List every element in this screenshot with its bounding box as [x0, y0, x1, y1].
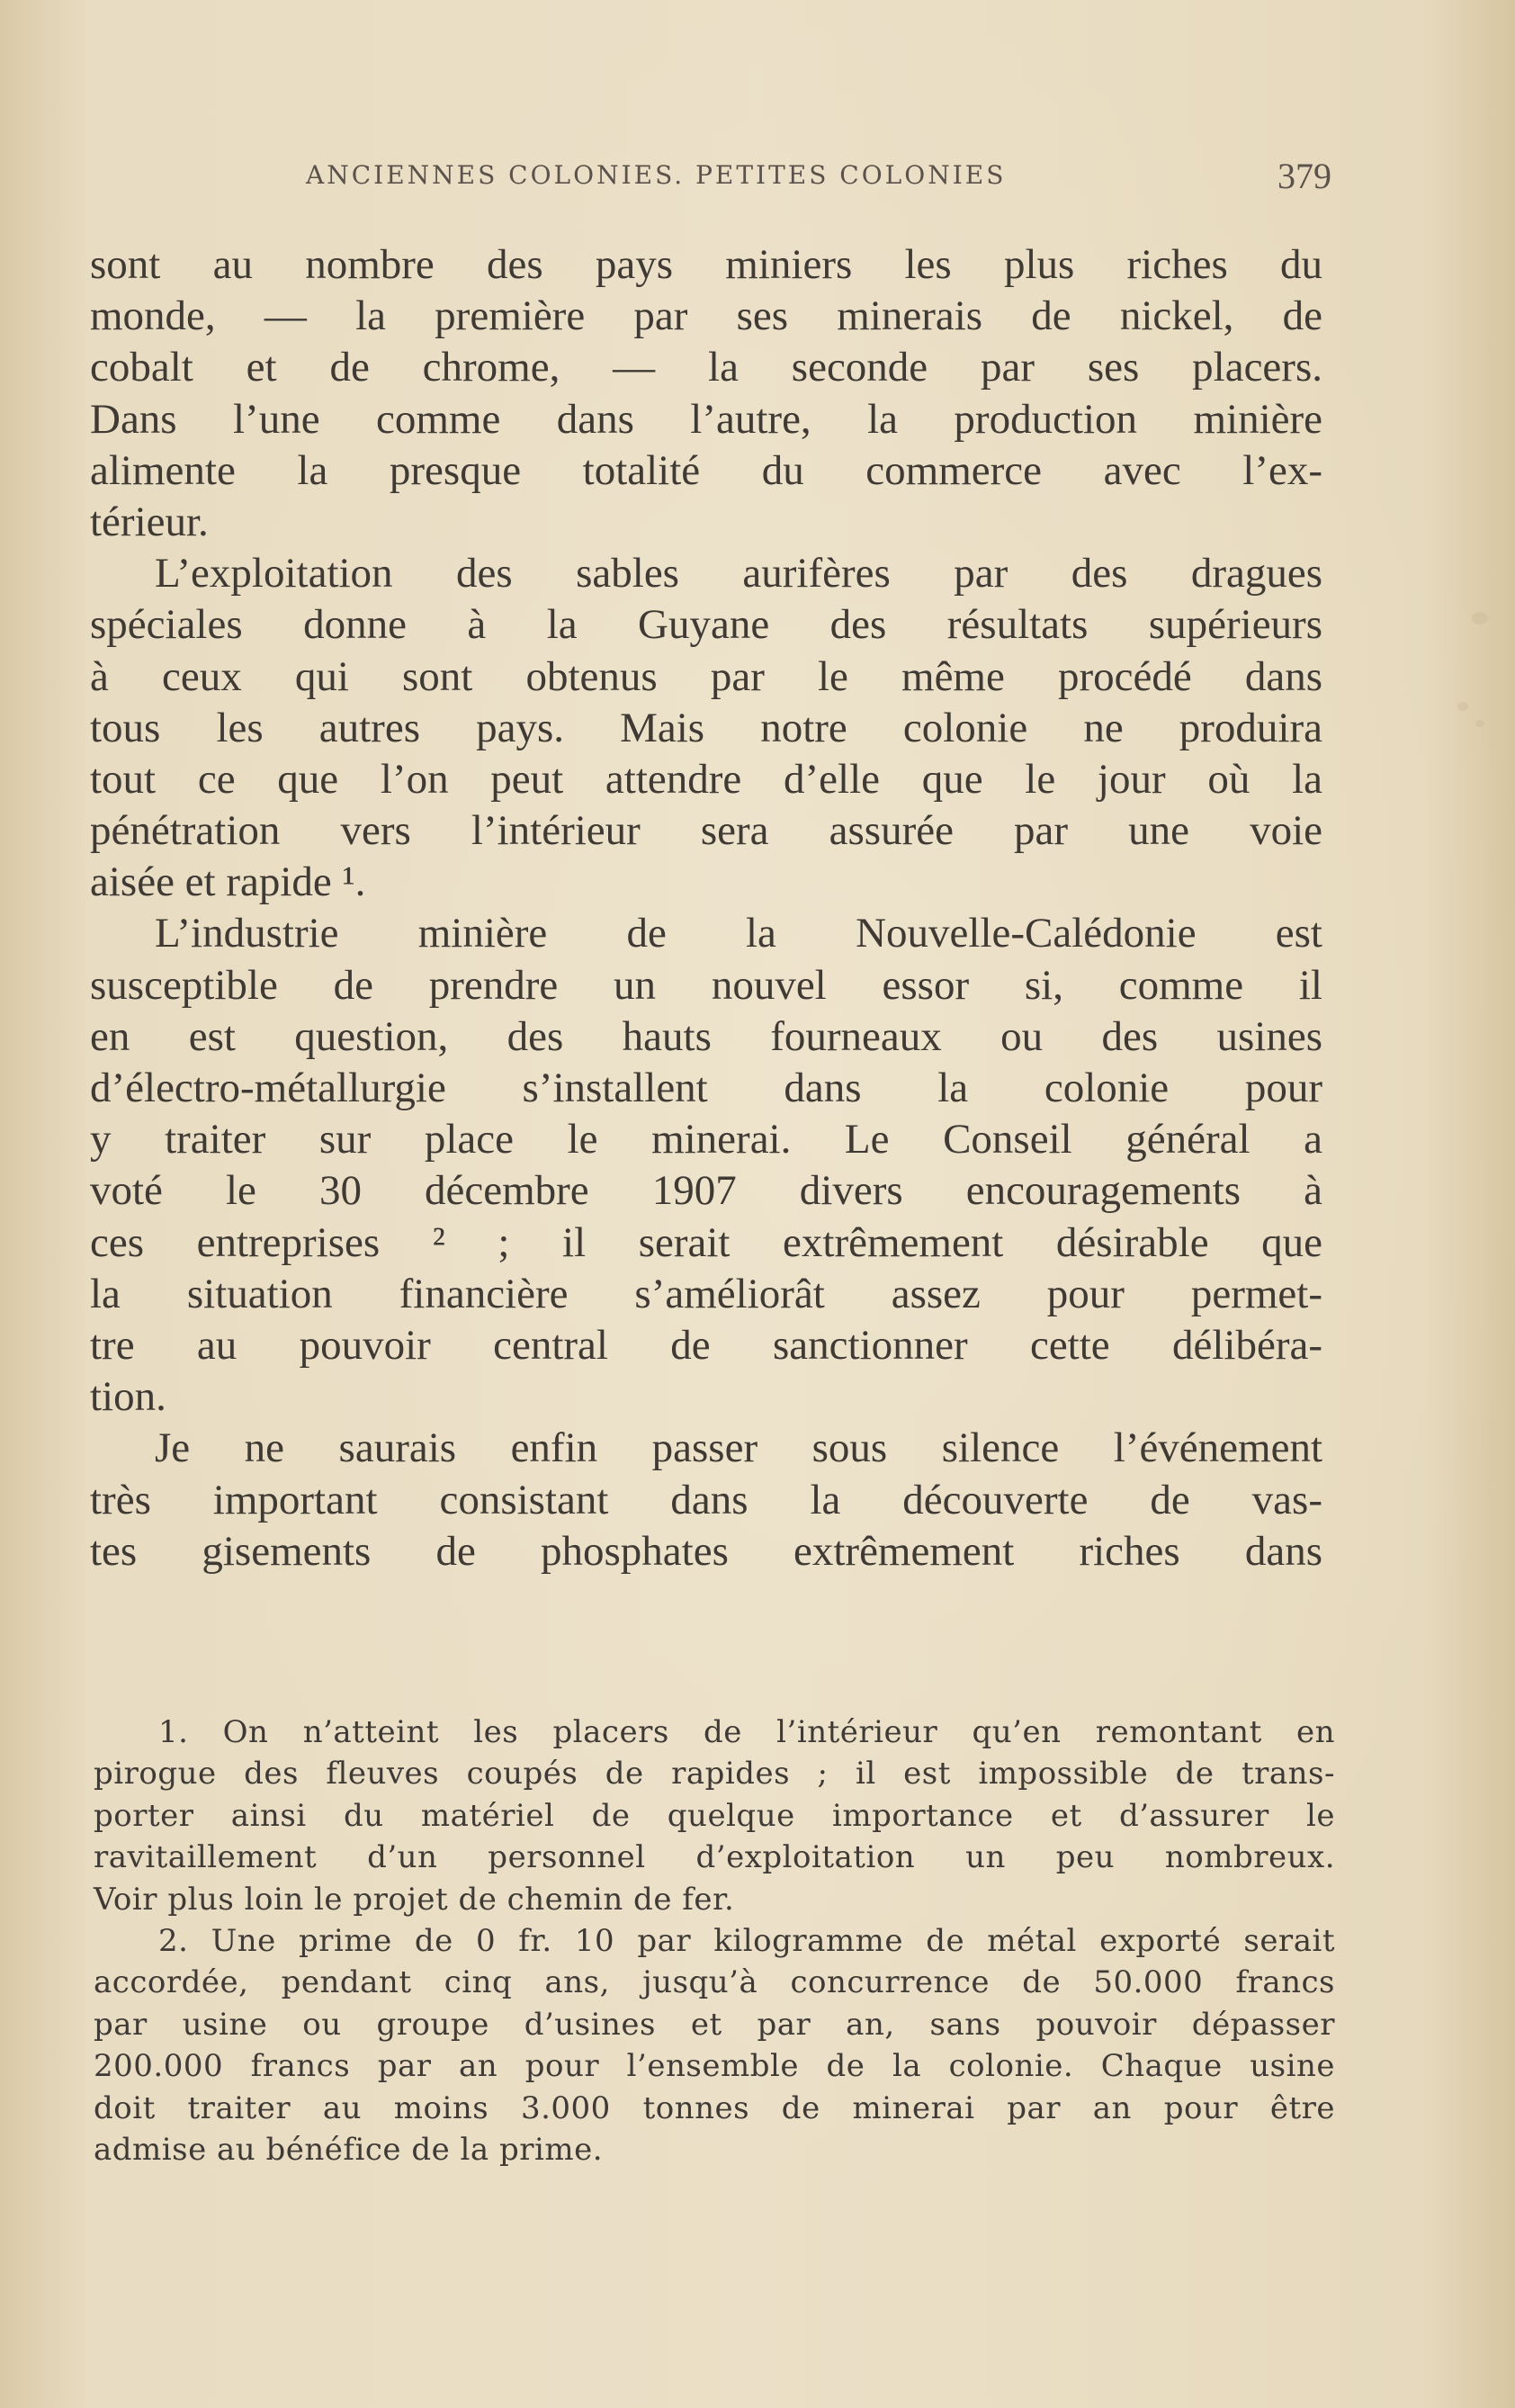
footnote-line: 200.000 francs par an pour l’ensemble de la colonie. Chaque usine: [94, 2048, 1335, 2085]
text-line: tion.: [90, 1373, 166, 1421]
text-line: voté le 30 décembre 1907 divers encouragements à: [90, 1167, 1322, 1215]
paragraph-start: Je ne saurais enfin passer sous silence l’événement: [155, 1424, 1322, 1472]
text-line: sont au nombre des pays miniers les plus riches du: [90, 241, 1322, 288]
text-line: tre au pouvoir central de sanctionner cette délibéra-: [90, 1321, 1322, 1369]
footnote-line: pirogue des fleuves coupés de rapides ; il est impossible de trans-: [94, 1756, 1335, 1793]
text-line: aisée et rapide ¹.: [90, 858, 366, 906]
text-line: monde, — la première par ses minerais de nickel, de: [90, 292, 1322, 340]
page-number: 379: [1277, 156, 1331, 196]
text-line: d’électro-métallurgie s’installent dans la colonie pour: [90, 1065, 1322, 1111]
footnote-line: porter ainsi du matériel de quelque importance et d’assurer le: [94, 1797, 1335, 1834]
footnote-line: doit traiter au moins 3.000 tonnes de minerai par an pour être: [94, 2089, 1335, 2126]
footnote-2-start: 2. Une prime de 0 fr. 10 par kilogramme de métal exporté serait: [158, 1922, 1335, 1959]
text-line: tout ce que l’on peut attendre d’elle que le jour où la: [90, 755, 1322, 803]
footnotes: [94, 1712, 1335, 2170]
text-line: en est question, des hauts fourneaux ou des usines: [90, 1012, 1322, 1060]
text-line: susceptible de prendre un nouvel essor si, comme il: [90, 961, 1322, 1009]
text-line: la situation financière s’améliorât assez pour permet-: [90, 1270, 1322, 1317]
text-line: ces entreprises ² ; il serait extrêmement désirable que: [90, 1218, 1322, 1266]
running-header: [90, 156, 1331, 196]
footnote-line: admise au bénéfice de la prime.: [94, 2131, 604, 2168]
paragraph-start: L’industrie minière de la Nouvelle-Calédonie est: [155, 910, 1322, 957]
text-line: alimente la presque totalité du commerce avec l’ex-: [90, 446, 1322, 494]
footnote-1-start: 1. On n’atteint les placers de l’intérieur qu’en remontant en: [158, 1714, 1335, 1750]
paper-spot: [1475, 720, 1484, 727]
footnote-line: Voir plus loin le projet de chemin de fer.: [94, 1881, 735, 1918]
paper-spot: [1457, 702, 1468, 711]
footnote-line: ravitaillement d’un personnel d’exploitation un peu nombreux.: [94, 1839, 1335, 1876]
text-line: tes gisements de phosphates extrêmement riches dans: [90, 1527, 1322, 1575]
text-line: pénétration vers l’intérieur sera assurée par une voie: [90, 807, 1322, 855]
text-line: Dans l’une comme dans l’autre, la production minière: [90, 395, 1322, 443]
footnote-line: par usine ou groupe d’usines et par an, sans pouvoir dépasser: [94, 2006, 1335, 2043]
text-line: y traiter sur place le minerai. Le Conseil général a: [90, 1116, 1322, 1164]
text-line: à ceux qui sont obtenus par le même procédé dans: [90, 652, 1322, 700]
paragraph-start: L’exploitation des sables aurifères par des dragues: [155, 550, 1322, 598]
text-line: térieur.: [90, 498, 209, 545]
running-title: ANCIENNES COLONIES. PETITES COLONIES: [306, 160, 1007, 190]
text-line: très important consistant dans la découverte de vas-: [90, 1476, 1322, 1523]
main-text: [90, 239, 1322, 1577]
text-line: cobalt et de chrome, — la seconde par ses placers.: [90, 344, 1322, 391]
footnote-line: accordée, pendant cinq ans, jusqu’à concurrence de 50.000 francs: [94, 1964, 1335, 2001]
paper-spot: [1472, 612, 1488, 624]
text-line: spéciales donne à la Guyane des résultats supérieurs: [90, 601, 1322, 649]
text-line: tous les autres pays. Mais notre colonie ne produira: [90, 704, 1322, 751]
